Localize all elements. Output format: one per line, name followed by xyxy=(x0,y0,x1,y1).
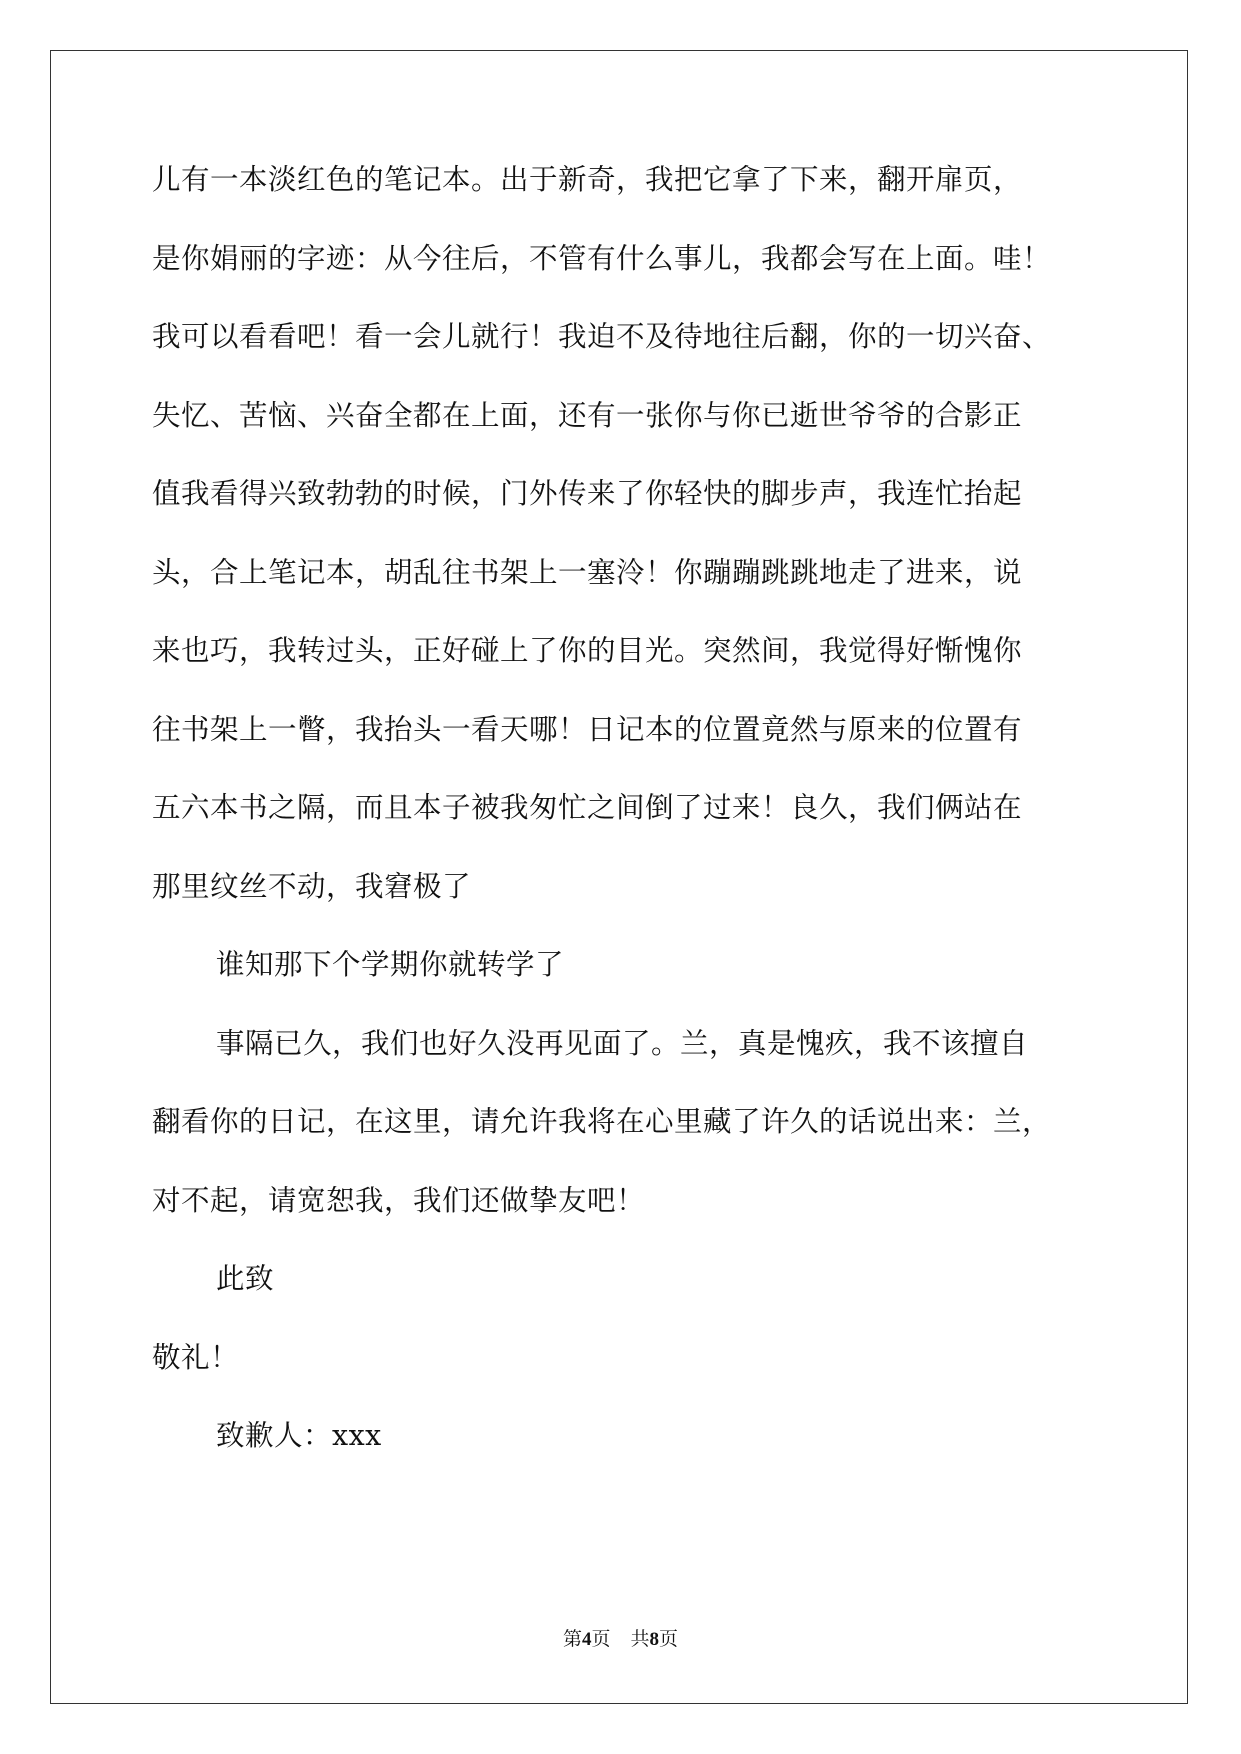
total-page-number: 8 xyxy=(649,1629,660,1650)
current-page-number: 4 xyxy=(581,1629,592,1650)
paragraph-line: 那里纹丝不动，我窘极了 xyxy=(152,870,472,903)
page-label-suffix: 页 xyxy=(591,1628,611,1650)
paragraph-line: 儿有一本淡红色的笔记本。出于新奇，我把它拿了下来，翻开扉页， xyxy=(152,163,1023,196)
closing-salutation: 此致 xyxy=(216,1262,275,1295)
paragraph-line: 头，合上笔记本，胡乱往书架上一塞泠！你蹦蹦跳跳地走了进来，说 xyxy=(152,556,1023,589)
paragraph-line: 五六本书之隔，而且本子被我匆忙之间倒了过来！良久，我们俩站在 xyxy=(152,791,1023,824)
page-label-prefix: 第 xyxy=(562,1628,582,1650)
paragraph-line: 谁知那下个学期你就转学了 xyxy=(216,948,565,981)
page-footer xyxy=(0,1624,1241,1651)
paragraph-line: 我可以看看吧！看一会儿就行！我迫不及待地往后翻，你的一切兴奋、 xyxy=(152,320,1052,353)
paragraph-line: 往书架上一瞥，我抬头一看天哪！日记本的位置竟然与原来的位置有 xyxy=(152,713,1023,746)
paragraph-line: 失忆、苦恼、兴奋全都在上面，还有一张你与你已逝世爷爷的合影正 xyxy=(152,399,1023,432)
paragraph-line: 对不起，请宽恕我，我们还做挚友吧！ xyxy=(152,1184,646,1217)
closing-regards: 敬礼！ xyxy=(152,1341,240,1374)
paragraph-line: 翻看你的日记，在这里，请允许我将在心里藏了许久的话说出来：兰， xyxy=(152,1105,1052,1138)
signature-line: 致歉人：xxx xyxy=(216,1419,382,1452)
total-label-prefix: 共 xyxy=(630,1628,650,1650)
total-label-suffix: 页 xyxy=(659,1628,679,1650)
paragraph-line: 事隔已久，我们也好久没再见面了。兰，真是愧疚，我不该擅自 xyxy=(216,1027,1029,1060)
paragraph-line: 来也巧，我转过头，正好碰上了你的目光。突然间，我觉得好惭愧你 xyxy=(152,634,1023,667)
paragraph-line: 是你娟丽的字迹：从今往后，不管有什么事儿，我都会写在上面。哇！ xyxy=(152,242,1052,275)
paragraph-line: 值我看得兴致勃勃的时候，门外传来了你轻快的脚步声，我连忙抬起 xyxy=(152,477,1023,510)
